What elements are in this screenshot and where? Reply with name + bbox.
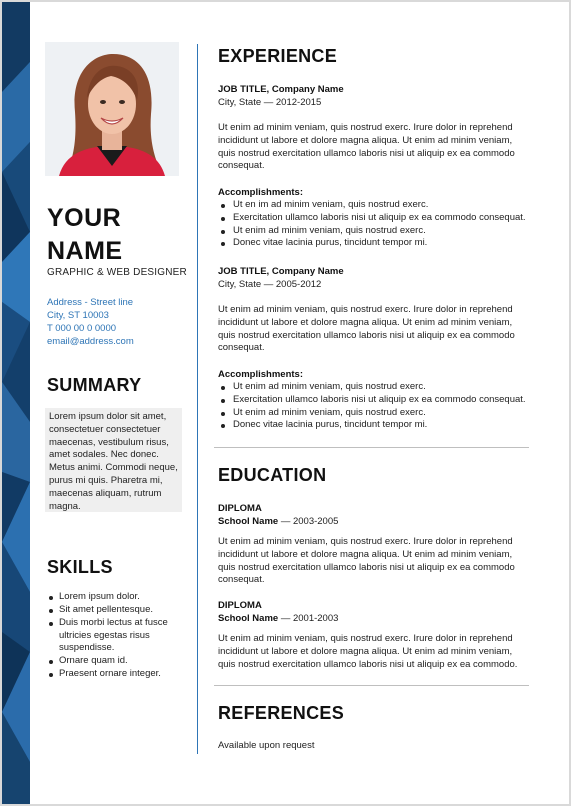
address-line-2: City, ST 10003 [47, 310, 109, 321]
name-line-last: NAME [47, 237, 123, 265]
accomplishment-item: Ut enim ad minim veniam, quis nostrud exerc. [218, 225, 538, 238]
accomplishment-item: Donec vitae lacinia purus, tincidunt tempor mi. [218, 419, 538, 432]
summary-box [45, 408, 182, 512]
job-description: Ut enim ad minim veniam, quis nostrud exerc. Irure dolor in reprehend incididunt ut labore et dolore magna aliqua. Ut enim ad minim veniam, quis nostrud exercitation ullamco laboris nisi ut aliquip ex ea commodo consequat. [218, 122, 515, 172]
accomplishments-list [218, 199, 538, 250]
degree-title: DIPLOMA [218, 503, 262, 514]
profile-photo [45, 42, 179, 176]
job-title: JOB TITLE, Company Name [218, 84, 344, 95]
education-description: Ut enim ad minim veniam, quis nostrud exerc. Irure dolor in reprehend incididunt ut labore et dolore magna aliqua. Ut enim ad minim veniam, quis nostrud exercitation ullamco laboris nisi ut aliquip ex ea commodo consequat. [218, 536, 515, 586]
accomplishment-item: Ut en im ad minim veniam, quis nostrud exerc. [218, 199, 538, 212]
full-name [47, 202, 197, 268]
job-meta: City, State — 2012-2015 [218, 97, 322, 108]
section-divider [214, 447, 529, 448]
summary-text: Lorem ipsum dolor sit amet, consectetuer consectetuer maecenas, vestibulum risus, amet sodales. Nec donec. Metus animi. Commodi neque, purus mi quis. Pharetra mi, maecenas aliquam, rutrum magna. [49, 411, 178, 512]
email-link[interactable]: email@address.com [47, 336, 134, 347]
accomplishment-item: Donec vitae lacinia purus, tincidunt tempor mi. [218, 237, 538, 250]
skill-item: Ornare quam id. [47, 655, 187, 668]
degree-title: DIPLOMA [218, 600, 262, 611]
skill-item: Praesent ornare integer. [47, 668, 187, 681]
job-role: GRAPHIC & WEB DESIGNER [47, 267, 187, 278]
address-line-1: Address - Street line [47, 297, 134, 308]
name-line-first: YOUR [47, 204, 122, 232]
job-title: JOB TITLE, Company Name [218, 266, 344, 277]
job-meta: City, State — 2005-2012 [218, 279, 322, 290]
school-years: — 2003-2005 [278, 516, 339, 527]
skills-heading: SKILLS [47, 557, 113, 577]
accomplishment-item: Ut enim ad minim veniam, quis nostrud exerc. [218, 407, 538, 420]
school-line [218, 613, 338, 624]
accomplishments-list [218, 381, 538, 432]
phone-number: T 000 00 0 0000 [47, 323, 117, 334]
resume-page [2, 2, 569, 804]
contact-info [47, 296, 134, 348]
skill-item: Duis morbi lectus at fusce ultricies egestas risus suspendisse. [47, 617, 187, 655]
references-text: Available upon request [218, 740, 315, 751]
column-divider [197, 44, 198, 754]
school-name: School Name [218, 516, 279, 527]
job-description: Ut enim ad minim veniam, quis nostrud exerc. Irure dolor in reprehend incididunt ut labore et dolore magna aliqua. Ut enim ad minim veniam, quis nostrud exercitation ullamco laboris nisi ut aliquip ex ea commodo consequat. [218, 304, 515, 354]
skill-item: Lorem ipsum dolor. [47, 591, 187, 604]
education-heading: EDUCATION [218, 465, 327, 485]
education-description: Ut enim ad minim veniam, quis nostrud exerc. Irure dolor in reprehend incididunt ut labore et dolore magna aliqua. Ut enim ad minim veniam, quis nostrud exercitation ullamco laboris nisi ut aliquip ex ea commodo. [218, 633, 518, 670]
experience-heading: EXPERIENCE [218, 46, 338, 66]
skill-item: Sit amet pellentesque. [47, 604, 187, 617]
school-name: School Name [218, 613, 279, 624]
skills-list [47, 591, 187, 681]
decorative-band [2, 2, 30, 804]
accomplishment-item: Exercitation ullamco laboris nisi ut aliquip ex ea commodo consequat. [218, 394, 538, 407]
summary-heading: SUMMARY [47, 375, 142, 395]
accomplishment-item: Ut enim ad minim veniam, quis nostrud exerc. [218, 381, 538, 394]
accomplishments-label: Accomplishments: [218, 369, 303, 380]
accomplishments-label: Accomplishments: [218, 187, 303, 198]
school-years: — 2001-2003 [278, 613, 339, 624]
references-heading: REFERENCES [218, 703, 345, 723]
accomplishment-item: Exercitation ullamco laboris nisi ut aliquip ex ea commodo consequat. [218, 212, 538, 225]
section-divider [214, 685, 529, 686]
school-line [218, 516, 338, 527]
